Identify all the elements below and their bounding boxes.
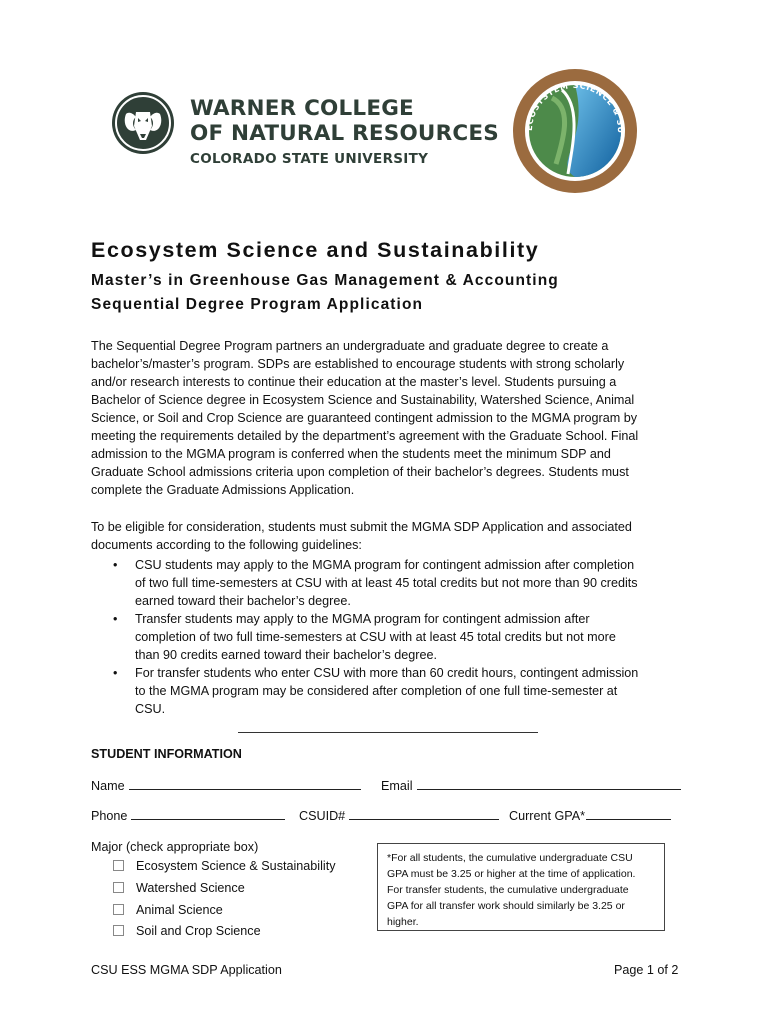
gpa-field[interactable]	[509, 807, 671, 825]
major-label: Major (check appropriate box)	[91, 840, 259, 854]
guideline-line: Transfer students may apply to the MGMA program for contingent admission after	[135, 612, 590, 626]
guidelines-list	[91, 556, 691, 718]
college-wordmark	[190, 96, 499, 167]
guideline-item	[91, 610, 691, 664]
section-divider	[238, 732, 538, 733]
intro-line: admission to the MGMA program is conferred when the students meet the minimum SDP and	[91, 447, 611, 461]
intro-line: The Sequential Degree Program partners an undergraduate and graduate degree to create a	[91, 339, 609, 353]
name-input-line[interactable]	[129, 777, 361, 790]
guideline-line: CSU students may apply to the MGMA program for contingent admission after completion	[135, 558, 635, 572]
gpa-note-line: GPA must be 3.25 or higher at the time of application.	[387, 868, 636, 880]
csuid-input-line[interactable]	[349, 807, 499, 820]
major-option-animal[interactable]	[113, 901, 223, 919]
application-subtitle: Sequential Degree Program Application	[91, 296, 424, 313]
guideline-line: For transfer students who enter CSU with more than 60 credit hours, contingent admission	[135, 666, 639, 680]
guideline-line: of two full time-semesters at CSU with at least 45 total credits but not more than 90 credits	[135, 576, 638, 590]
major-option-label: Animal Science	[136, 903, 223, 917]
guideline-item	[91, 664, 691, 718]
major-option-label: Ecosystem Science & Sustainability	[136, 859, 336, 873]
phone-field[interactable]	[91, 807, 285, 825]
guideline-line: CSU.	[135, 702, 166, 716]
seal-arc-text: ECOSYSTEM SCIENCE & SU	[524, 80, 626, 134]
college-name-line1: WARNER COLLEGE	[190, 96, 414, 121]
csuid-field[interactable]	[299, 807, 499, 825]
gpa-note-line: higher.	[387, 916, 419, 928]
major-option-watershed[interactable]	[113, 879, 245, 897]
major-option-ess[interactable]	[113, 857, 336, 875]
checkbox-icon[interactable]	[113, 925, 124, 936]
footer-document-name: CSU ESS MGMA SDP Application	[91, 963, 282, 977]
intro-line: complete the Graduate Admissions Application.	[91, 483, 355, 497]
intro-line: and/or research interests to continue their education at the master’s level. Students pursuing a	[91, 375, 617, 389]
checkbox-icon[interactable]	[113, 860, 124, 871]
gpa-input-line[interactable]	[586, 807, 671, 820]
intro-line: meeting the requirements detailed by the department’s agreement with the Graduate School. Final	[91, 429, 639, 443]
bullet-icon: •	[113, 558, 118, 572]
intro-line: bachelor’s/master’s program. SDPs are established to encourage students with strong scholarly	[91, 357, 625, 371]
guideline-line: earned toward their bachelor’s degree.	[135, 594, 351, 608]
major-option-label: Soil and Crop Science	[136, 924, 261, 938]
guideline-line: completion of two full time-semesters at CSU with at least 45 total credits but not more	[135, 630, 616, 644]
eligibility-line: documents according to the following guidelines:	[91, 538, 362, 552]
checkbox-icon[interactable]	[113, 904, 124, 915]
footer-page-number: Page 1 of 2	[614, 963, 679, 977]
college-name-line2: OF NATURAL RESOURCES	[190, 121, 499, 146]
guideline-item	[91, 556, 691, 610]
phone-input-line[interactable]	[131, 807, 285, 820]
name-label: Name	[91, 779, 125, 793]
intro-line: Science, or Soil and Crop Science are guaranteed contingent admission to the MGMA program by	[91, 411, 638, 425]
email-label: Email	[381, 779, 413, 793]
major-option-label: Watershed Science	[136, 881, 245, 895]
phone-label: Phone	[91, 809, 128, 823]
gpa-label: Current GPA*	[509, 809, 586, 823]
gpa-note-line: *For all students, the cumulative undergraduate CSU	[387, 852, 633, 864]
eligibility-paragraph	[91, 518, 691, 554]
gpa-note-line: For transfer students, the cumulative undergraduate	[387, 884, 629, 896]
gpa-note-box	[377, 843, 665, 931]
intro-line: Bachelor of Science degree in Ecosystem Science and Sustainability, Watershed Science, Animal	[91, 393, 635, 407]
intro-paragraph	[91, 337, 691, 499]
guideline-line: than 90 credits earned toward their bachelor’s degree.	[135, 648, 437, 662]
ess-seal-logo	[512, 68, 638, 194]
csu-ram-logo	[110, 90, 176, 156]
bullet-icon: •	[113, 666, 118, 680]
student-info-heading: STUDENT INFORMATION	[91, 747, 242, 761]
university-name: COLORADO STATE UNIVERSITY	[190, 151, 429, 167]
intro-line: Graduate School admissions criteria upon completion of their bachelor’s degrees. Students must	[91, 465, 629, 479]
email-field[interactable]	[381, 777, 681, 795]
checkbox-icon[interactable]	[113, 882, 124, 893]
bullet-icon: •	[113, 612, 118, 626]
gpa-note-line: GPA for all transfer work should similarly be 3.25 or	[387, 900, 625, 912]
csuid-label: CSUID#	[299, 809, 346, 823]
program-subtitle: Master’s in Greenhouse Gas Management & Accounting	[91, 272, 559, 289]
major-option-soil-crop[interactable]	[113, 922, 261, 940]
page-title: Ecosystem Science and Sustainability	[91, 238, 540, 262]
email-input-line[interactable]	[417, 777, 681, 790]
guideline-line: to the MGMA program may be considered after completion of one full time-semester at	[135, 684, 618, 698]
name-field[interactable]	[91, 777, 361, 795]
eligibility-line: To be eligible for consideration, students must submit the MGMA SDP Application and associated	[91, 520, 632, 534]
